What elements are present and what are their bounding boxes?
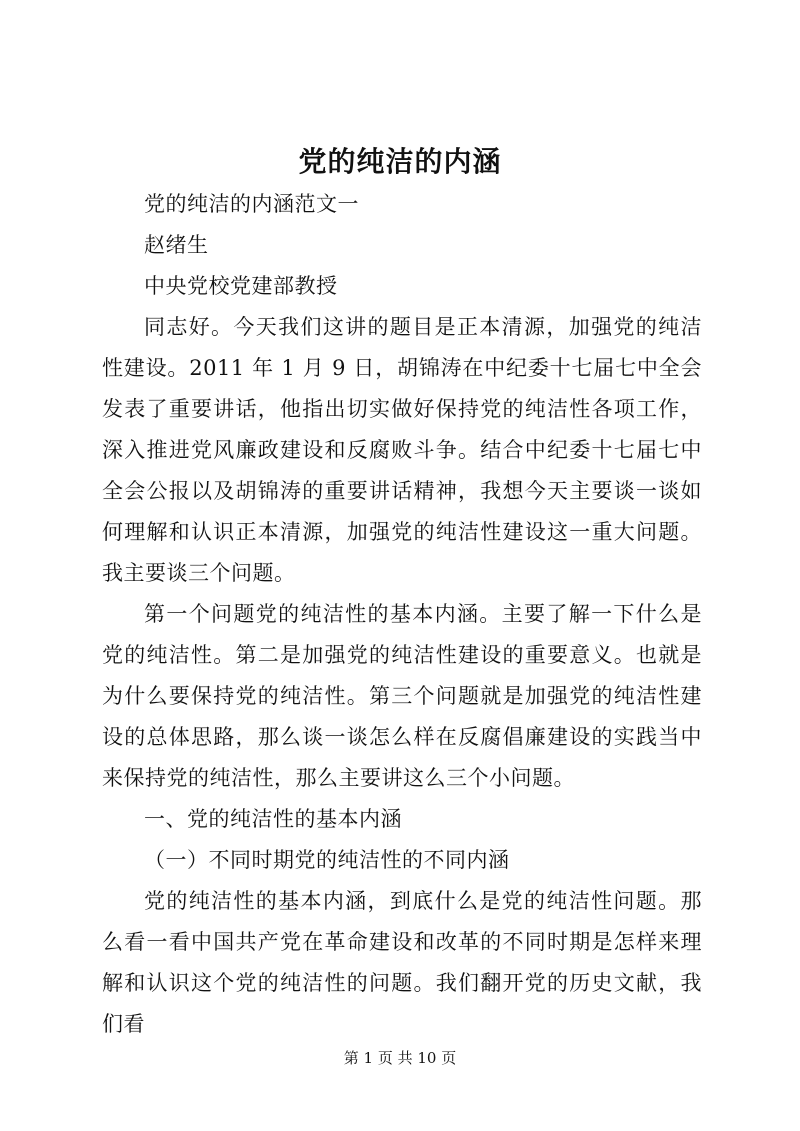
- document-body: [102, 184, 702, 1045]
- paragraph-body: 党的纯洁性的基本内涵，到底什么是党的纯洁性问题。那么看一看中国共产党在革命建设和改革的不同时期是怎样来理解和认识这个党的纯洁性的问题。我们翻开党的历史文献，我们看: [102, 889, 702, 1036]
- document-title: 党的纯洁的内涵: [298, 145, 502, 178]
- paragraph-subtitle: 党的纯洁的内涵范文一: [144, 192, 359, 216]
- paragraph-outline: 第一个问题党的纯洁性的基本内涵。主要了解一下什么是党的纯洁性。第二是加强党的纯洁性建设的重要意义。也就是为什么要保持党的纯洁性。第三个问题就是加强党的纯洁性建设的总体思路，那么谈一谈怎么样在反腐倡廉建设的实践当中来保持党的纯洁性，那么主要讲这么三个小问题。: [102, 602, 702, 790]
- page-footer: 第 1 页 共 10 页: [343, 1049, 457, 1067]
- section-heading: 一、党的纯洁性的基本内涵: [144, 807, 402, 831]
- paragraph-author: 赵绪生: [144, 233, 209, 257]
- paragraph-intro: 同志好。今天我们这讲的题目是正本清源，加强党的纯洁性建设。2011 年 1 月 9 日，胡锦涛在中纪委十七届七中全会发表了重要讲话，他指出切实做好保持党的纯洁性各项工作，深入推进党风廉政建设和反腐败斗争。结合中纪委十七届七中全会公报以及胡锦涛的重要讲话精神，我想今天主要谈一谈如何理解和认识正本清源，加强党的纯洁性建设这一重大问题。我主要谈三个问题。: [102, 315, 702, 585]
- subsection-heading: （一）不同时期党的纯洁性的不同内涵: [144, 848, 510, 872]
- paragraph-affiliation: 中央党校党建部教授: [144, 274, 338, 298]
